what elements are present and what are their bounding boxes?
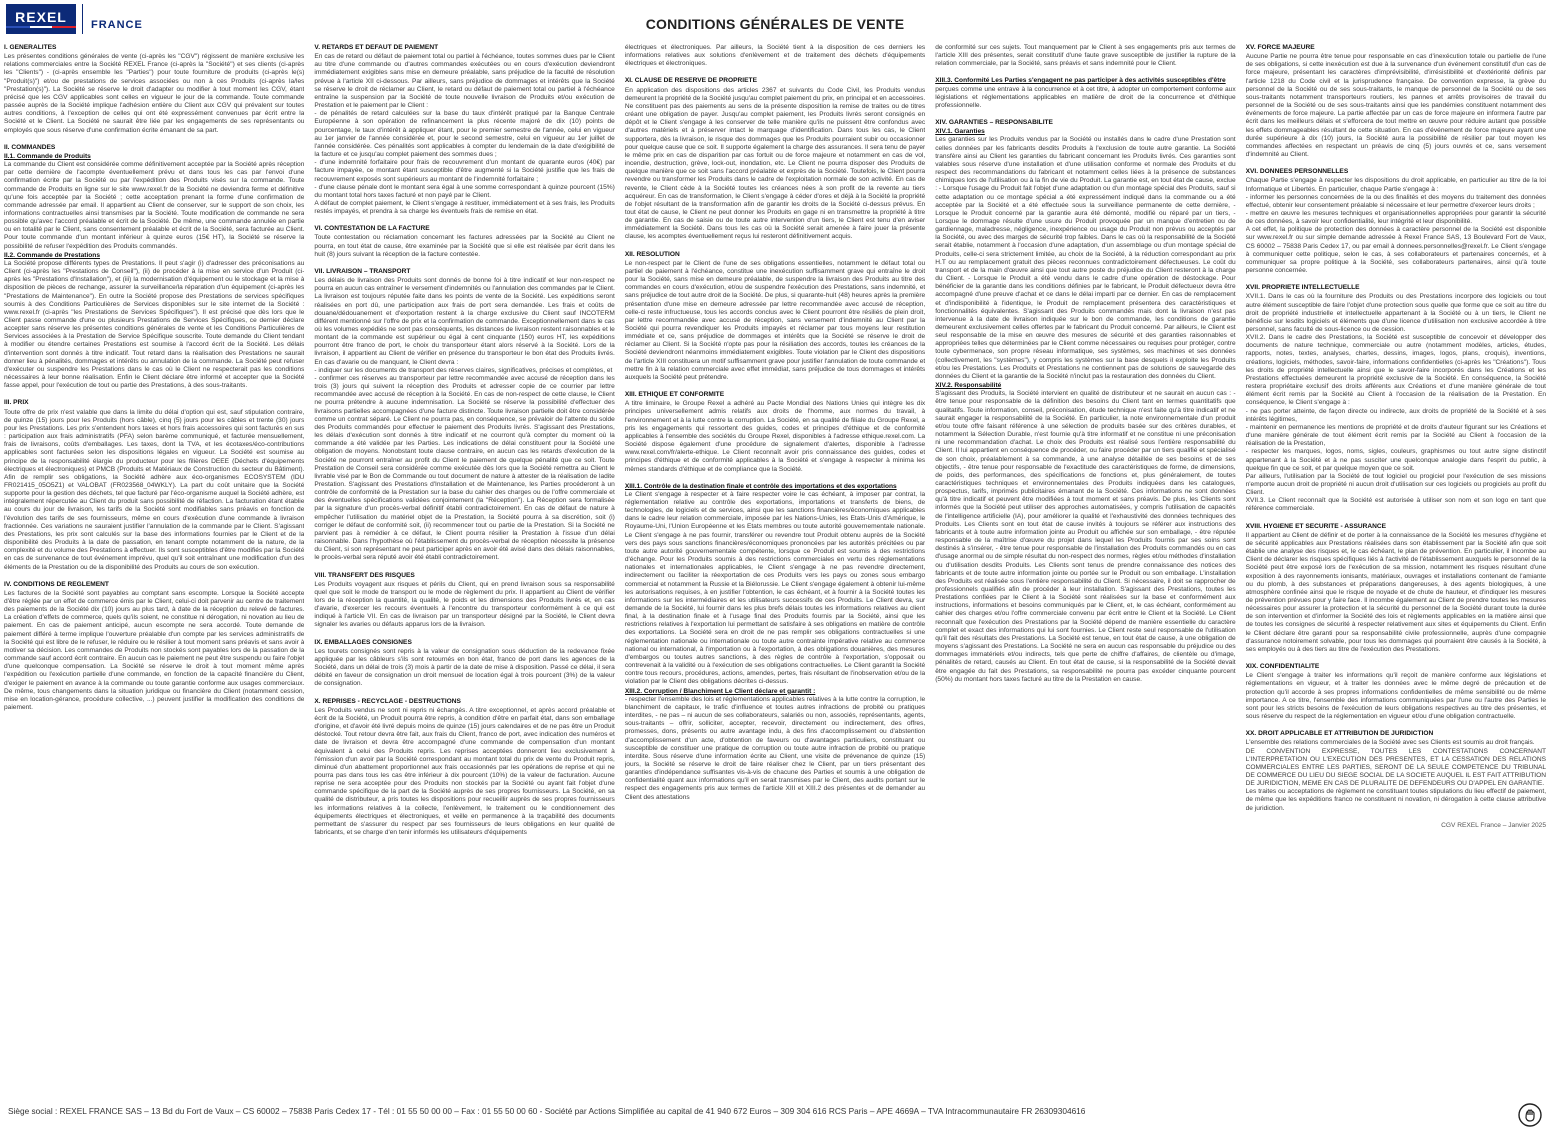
clause-heading: XVII. PROPRIETE INTELLECTUELLE	[1245, 284, 1360, 292]
clause-paragraph: Il appartient au Client de définir et de porter à la connaissance de la Société les mesures d'hygiène et de sécurité applicables aux Prestations réalisées dans son établissement par la Société afin que soit établie une analyse des risques et, le cas échéant, le plan de prévention. En particulier, il incombe au Client de déclarer les risques spécifiques liés à l'activité de l'établissement auxquels le personnel de la Société peut être exposé lors de l'exécution de sa mission, notamment les risques résultant d'une exposition à des rayonnements ionisants, matériaux, ouvrages et installations contenant de l'amiante ou du plomb, à des substances et préparations dangereuses, à des agents biologiques, à une atmosphère confinée ainsi que le risque de noyade et de chute de hauteur, et d'indiquer les mesures de prévention prévues pour y faire face. Il incombe également au Client de prendre toutes les mesures nécessaires pour assurer la protection et la sécurité du personnel de la Société durant toute la durée de son intervention et d'informer la Société des lois et règlements applicables en la matière ainsi que de toutes les consignes de sécurité à respecter relativement aux sites et équipements du Client. Enfin le Client déclare être garanti pour sa responsabilité civile professionnelle, auprès d'une compagnie d'assurance notoirement solvable, pour tous les dommages qui pourraient être causés à la Société, à ses employés ou à des tiers au titre de l'exécution des Prestations.	[1245, 531, 1547, 653]
subclause-paragraph: S'agissant des Produits, la Société intervient en qualité de distributeur et ne saurait en aucun cas : - être tenue pour responsable de la définition des besoins du Client tant en termes quantitatifs que qualitatifs. Toute information, conseil, préconisation, étude technique n'est faite qu'à titre indicatif et ne saurait engager la responsabilité de la Société. En particulier, la note environnementale d'un produit et/ou toute offre faisant référence à une sélection de produits basée sur des critères durables, et notamment la Sélection Durable, n'est fournie qu'à titre informatif et ne constitue ni une préconisation ni une recommandation d'achat. Le choix des Produits est réalisé sous l'entière responsabilité du Client. Il lui appartient en conséquence de procéder, ou faire procéder par un tiers qualifié et spécialisé de son choix, préalablement à sa commande, à une analyse détaillée de ses besoins et de ses objectifs, - être tenue pour responsable de l'exactitude des caractéristiques de forme, de dimensions, de poids, des performances, des spécifications de fonctions et, plus généralement, de toutes caractéristiques techniques et environnementales des Produits indiquées dans les catalogues, prospectus, tarifs, imprimés publicitaires émanant de la Société. Ces informations ne sont données qu'à titre indicatif et peuvent être modifiées à tout moment et sans préavis. De plus, les Clients sont informés que la Société peut utiliser des approches automatisées, y compris l'utilisation de capacités de l'intelligence artificielle (IA), pour améliorer la qualité et l'exhaustivité des données techniques des Produits. Les Clients sont en tout état de cause invités à toujours se référer aux instructions des fabricants et à toute autre information jointe au Produit ou affichée sur son emballage, - être réputée responsable de la maîtrise d'œuvre du projet dans lequel les Produits fournis par ses soins sont destinés à s'insérer, - être tenue pour responsable de l'installation des Produits commandés ou en cas d'usage anormal ou de simple résultat du non-respect des normes, règles et/ou méthodes d'installation ou d'utilisation desdits Produits. Les Clients sont tenus de prendre connaissance des notices des fabricants et de toute autre information jointe ou portée sur le Produit ou son emballage. L'installation des Produits est réalisée sous l'entière responsabilité du Client. Si nécessaire, il doit se rapprocher de professionnels qualifiés afin de procéder à leur installation. S'agissant des Prestations, toutes les Prestations confiées par le Client à la Société sont réalisées sur la base et conformément aux instructions, informations et besoins communiqués par le Client, et, le cas échéant, conformément au cahier des charges et/ou l'offre commerciale convenu par écrit entre le Client et la Société. Le Client reconnaît que l'exécution des Prestations par la Société dépend de manière essentielle du caractère complet et exact des informations qui lui sont fournies. Le Client reste seul responsable de l'utilisation qu'il fait des résultats des Prestations. La Société est tenue, en tout état de cause, à une obligation de moyens s'agissant des Prestations. La Société ne sera en aucun cas responsable du préjudice ou des dommages immatériels et/ou indirects, tels que perte de chiffre d'affaires, de clientèle ou d'image, pénalités de retard, causés au Client. En tout état de cause, si la responsabilité de la Société devait être engagée du fait des Prestations, sa responsabilité ne pourra pas excéder cinquante pourcent (50%) du montant hors taxes facturé au titre de la Prestation en cause.	[935, 390, 1236, 683]
subclause-heading: XIII.3. Conformité Les Parties s'engagent ne pas participer à des activités susceptibles d'être	[935, 77, 1226, 85]
clause-heading: XX. DROIT APPLICABLE ET ATTRIBUTION DE JURIDICTION	[1245, 730, 1434, 738]
clause-paragraph: Les traites ou acceptations de règlement ne constituant toutes stipulations du lieu effectif de paiement, de même que les expéditions franco ne constituent ni novation, ni dérogation à cette clause attributive de juridiction.	[1245, 788, 1547, 812]
clause-paragraph: électriques et électroniques. Par ailleurs, la Société tient à la disposition de ces derniers les informations relatives aux solutions d'enlèvement et de traitement des déchets d'équipements électriques et électroniques.	[624, 44, 926, 68]
clause-section	[935, 44, 1235, 68]
clause-heading: I. GENERALITES	[4, 44, 57, 51]
text-column-1	[4, 44, 304, 1086]
clause-section	[4, 581, 304, 713]
clause-heading: II. COMMANDES	[4, 143, 56, 151]
clause-paragraph: L'ensemble des relations commerciales de la Société avec ses Clients est soumis au droit français.	[1245, 739, 1535, 747]
subclause-paragraph: Le Client s'engage à respecter et à faire respecter voire le cas échéant, à imposer par contrat, la réglementation relative au contrôle des exportations, importations et transferts de biens, de technologies, de logiciels et de services, ainsi que les sanctions financières/économiques applicables dans le cadre leur relation commerciale, imposée par les Nations-Unies, les Etats-Unis d'Amérique, le Royaume-Uni, l'Union Européenne et les Etats membres ou toute autorité gouvernementale nationale. Le Client s'engage à ne pas fournir, transférer ou revendre tout Produit obtenu auprès de la Société vers des pays sous sanctions financières/économiques prononcées par les autorités précitées ou par toute autre autorité gouvernementale compétente, lorsque ce Produit est soumis à des restrictions d'échange. Pour les Produits soumis à des restrictions commerciales en vertu des réglementations nationales et internationales applicables, le Client s'engage à ne pas revendre directement, indirectement ou faciliter la réexportation de ces Produits vers les pays ou zones sous embargo commercial et notamment la Russie et la Biélorussie. Le Client s'engage également à obtenir lui-même les autorisations requises, à en justifier l'obtention, le cas échéant, et à fournir à la Société toutes les informations sur les intermédiaires et les utilisateurs successifs de ces Produits. Le Client devra, sur demande de la Société, lui fournir dans les plus brefs délais toutes les informations relatives au client final, à la destination finale et à l'usage final des Produits fournis par la Société, ainsi que les restrictions relatives à l'exportation lui permettant de satisfaire à ses obligations en matière de contrôle des exportations. La Société sera en droit de ne pas remplir ses obligations contractuelles si une réglementation nationale ou internationale ou toute autre contrainte impérative relative au commerce national ou international, à l'importation ou à l'exportation, à des obligations douanières, des mesures d'embargos ou toutes autres sanctions, à des règles de contrôle à l'exportation, s'opposait ou contrevenait à la validité ou à l'exécution de ses obligations contractuelles. Le Client garantit la Société contre tous recours, procédures, actions, amendes, pertes, frais résultant de l'inobservation et/ou de la violation par le Client des obligations décrites ci-dessus.	[624, 490, 926, 686]
clause-section	[1246, 168, 1546, 275]
clause-paragraph: DE CONVENTION EXPRESSE, TOUTES LES CONTESTATIONS CONCERNANT L'INTERPRETATION OU L'EXECUTION DES PRESENTES, ET LA CESSATION DES RELATIONS COMMERCIALES ENTRE LES PARTIES, SERONT DE LA SEULE COMPETENCE DU TRIBUNAL DE COMMERCE DU LIEU DU SIEGE SOCIAL DE LA SOCIETE AUQUEL IL EST FAIT ATTRIBUTION DE JURIDICTION, MEME EN CAS DE PLURALITE DE DEFENDEURS OU D'APPEL EN GARANTIE.	[1245, 747, 1547, 788]
subclause-heading: XIV.1. Garanties	[935, 128, 985, 136]
clause-heading: VIII. TRANSFERT DES RISQUES	[314, 571, 415, 579]
clause-paragraph: XVII.1. Dans le cas où la fourniture des Produits ou des Prestations incorpore des logiciels ou tout autre élément susceptible de faire l'objet d'une protection sous quelle que forme que ce soit au titre du droit de propriété industrielle et intellectuelle appartenant à la Société ou à un tiers, le Client ne bénéficie sur lesdits logiciels et éléments que d'une licence d'utilisation non exclusive accordée à titre personnel, sans faculté de sous-licence ou de cession.	[1245, 293, 1547, 333]
logo-country: FRANCE	[82, 4, 143, 34]
subclause-heading: XIII.1. Contrôle de la destination finale et contrôle des importations et des exportations	[624, 482, 897, 490]
clause-heading: V. RETARDS ET DEFAUT DE PAIEMENT	[314, 44, 439, 51]
clause-heading: XVIII. HYGIENE ET SECURITE - ASSURANCE	[1245, 522, 1387, 530]
clause-heading: XII. RESOLUTION	[624, 250, 680, 258]
clause-section	[1246, 284, 1546, 513]
clause-heading: VII. LIVRAISON – TRANSPORT	[314, 267, 411, 275]
subclause-paragraph: perçues comme une entrave à la concurrence et à cet titre, à adopter un comportement conforme aux législations et réglementations applicables en matière de droit de la concurrence et d'éthique professionnelle.	[935, 85, 1236, 109]
clause-section	[1246, 44, 1546, 159]
clause-paragraph: - confirmer ces réserves au transporteur par lettre recommandée avec accusé de réception dans les trois (3) jours qui suivent la réception des Produits et adresser copie de ce courrier par lettre recommandée avec accusé de réception à la Société. En cas de non-respect de cette clause, le Client ne pourra prétendre à aucune indemnisation. La Société se réserve la possibilité d'effectuer des livraisons partielles accompagnées d'une facture distincte. Toute livraison partielle doit être considérée comme un contrat séparé. Le Client ne pourra pas, en conséquence, se prévaloir de l'attente du solde des Produits commandés pour effectuer le paiement des Produits livrés. S'agissant des Prestations, les délais d'exécution sont donnés à titre indicatif et ne courront qu'à compter du moment où la commande a été validée par les Parties. Les indications de délai constituent pour la Société une obligation de moyens. Nonobstant toute clause contraire, en aucun cas les retards d'exécution de la Société ne pourront entraîner au profit du Client le paiement de quelque pénalité que ce soit. Toute Prestation de Conseil sera considérée comme exécutée dès lors que la Société remettra au Client le livrable visé par le Bon de Commande ou tout document de nature à attester de la réalisation de ladite Prestation. S'agissant des Prestations d'Installation et de Maintenance, les Parties procéderont à un contrôle de conformité de la Prestation sur la base du cahier des charges ou de l'offre commerciale et des éventuelles spécifications validées conjointement (la "Réception"). La Réception sera formalisée par la signature d'un procès-verbal définitif établi contradictoirement. En cas de défaut de nature à empêcher l'utilisation du matériel objet de la Prestation, la Société pourra à sa discrétion, soit (i) corriger le défaut de conformité soit, (ii) recommencer tout ou partie de la Prestation. Si la Société ne parvient pas à remédier à ce défaut, le Client pourra résilier la Prestation à l'issue d'un délai raisonnable. Dans l'hypothèse où l'établissement du procès-verbal de réception nécessite la présence du Client, si son représentant ne peut participer après en avoir été avisé dans des délais raisonnables, le procès-verbal sera réputé avoir été établi contradictoirement.	[314, 374, 615, 562]
clause-paragraph: - maintenir en permanence les mentions de propriété et de droits d'auteur figurant sur les Créations et d'une manière générale de tout élément écrit remis par la Société au Client à l'occasion de la réalisation de la Prestation,	[1245, 423, 1547, 448]
text-column-5	[1246, 44, 1546, 1086]
clause-section	[1246, 523, 1546, 655]
clause-paragraph: Toute offre de prix n'est valable que dans la limite du délai d'option qui est, sauf stipulation contraire, de quinze (15) jours pour les Produits (hors câble), cinq (5) jours pour les câbles et trente (30) jours pour les Prestations. Les prix s'entendent hors taxes et hors frais accessoires qui sont facturés en sus : participation aux frais administratifs (PFA) selon barème communiqué, et facturée mensuellement, frais de livraisons, coûts d'emballages. Les taxes, dont la TVA, et les écotaxes/éco-contributions applicables sont facturées selon les dispositions légales en vigueur. La Société est soumise au principe de la responsabilité élargie du producteur pour les filières DEEE (Déchets d'équipements électriques et électroniques) et PMCB (Produits et Matériaux de Construction du secteur du Bâtiment). Afin de remplir ses obligations, la Société adhère aux éco-organismes ECOSYSTEM (IDU FR021415_05O5Z1) et VALOBAT (FR023568_04WKLY). La part du coût unitaire que la Société supporte pour la gestion des déchets, tel que facturé par l'éco-organisme auquel la Société adhère, est intégralement répercutée au Client du produit sans possibilité de réfaction. La facturation étant établie au cours du jour de livraison, les tarifs de la Société sont modifiables sans préavis en fonction de l'évolution des tarifs de ses fournisseurs, même en cours d'exécution d'une commande à livraison fractionnée. Ces variations ne sauraient justifier l'annulation de la commande par le Client. S'agissant des Prestations, les prix sont calculés sur la base des informations fournies par le Client et de la disponibilité des Produits à la date de passation, en tenant compte notamment de la nature, de la complexité et du volume des Prestations à effectuer. Ils sont susceptibles d'être modifiés par la Société en cas de survenance de tout événement imprévu, quel qu'il soit entraînant une modification d'un des éléments de la Prestation ou de la disponibilité des Produits au cours de son exécution.	[4, 408, 305, 571]
clause-paragraph: Les factures de la Société sont payables au comptant sans escompte. Lorsque la Société accepte d'être réglée par un effet de commerce émis par le Client, celui-ci doit parvenir au centre de traitement des paiements de la Société dix (10) jours au plus tard, à date de la réception du relevé de factures. La création d'effets de commerce, quels qu'ils soient, ne constitue ni dérogation, ni novation au lieu de paiement. En cas de paiement anticipé, aucun escompte ne sera accordé. Toute demande de paiement différé à terme implique l'ouverture préalable d'un compte par les services administratifs de la Société qui est libre de le refuser, le réduire ou le résilier à tout moment sans préavis et sans avoir à motiver sa décision. Les commandes de Produits non stockés sont payables lors de la passation de la commande sauf accord écrit contraire. En aucun cas le paiement ne peut être suspendu ou faire l'objet d'une quelconque compensation. La Société se réserve le droit à tout moment même après l'expédition ou l'exécution partielle d'une commande, en fonction de la capacité financière du Client, d'exiger le paiement en avance à la commande ou toute garantie conforme aux usages commerciaux. De même, tous changements dans la situation juridique ou financière du Client (notamment cession, mise en location-gérance, procédure collective, ...) peuvent justifier la modification des conditions de paiement.	[4, 589, 305, 712]
clause-section	[314, 225, 614, 259]
clause-section	[935, 77, 1235, 110]
clause-paragraph: A défaut de complet paiement, le Client s'engage à restituer, immédiatement et à ses frais, les Produits restés impayés, et prendra à sa charge les éventuels frais de remise en état.	[314, 199, 615, 216]
clause-section	[625, 251, 925, 383]
clause-section	[314, 639, 614, 689]
clause-paragraph: Le non-respect par le Client de l'une de ses obligations essentielles, notamment le défaut total ou partiel de paiement à l'échéance, constitue une inexécution suffisamment grave qui entraîne le droit pour la Société, sans mise en demeure préalable, de suspendre la livraison des Produits au titre des commandes en cours d'exécution, et/ou de suspendre l'exécution des Prestations, sans indemnité, et sans préjudice de tout autre droit de la Société. De plus, si quarante-huit (48) heures après la première présentation d'une mise en demeure adressée par lettre recommandée avec accusé de réception, celle-ci reste infructueuse, tous les accords conclus avec le Client pourront être résiliés de plein droit, par lettre recommandée avec accusé de réception, sans versement d'indemnité au Client par la Société qui pourra revendiquer les Produits impayés et réclamer par tous moyens leur restitution immédiate et ce, sans préjudice de dommages et intérêts que la Société se réserve le droit de réclamer au Client. Si la Société n'opte pas pour la résiliation des accords, toutes les créances de la Société deviendront néanmoins immédiatement exigibles. Toute violation par le Client des dispositions de l'article XIII constituera un motif suffisamment grave pour justifier l'annulation de toute commande et mettre fin à la relation commerciale avec effet immédiat, sans préjudice de tous dommages et intérêts auxquels la Société peut prétendre.	[624, 259, 926, 381]
clause-paragraph: En application des dispositions des articles 2367 et suivants du Code Civil, les Produits vendus demeurent la propriété de la Société jusqu'au complet paiement du prix, en principal et en accessoires. Ne constituent pas des paiements au sens de la présente disposition la remise de traites ou de titres créant une obligation de payer. Jusqu'au complet paiement, les Produits livrés seront consignés en dépôt et le Client s'engage à les conserver de telle manière qu'ils ne puissent être confondus avec d'autres matériels et à préserver intact le marquage d'identification. Dans tous les cas, le Client supportera, dès la livraison, le risque des dommages que les Produits pourraient subir ou occasionner pour quelque cause que ce soit. Il supporte également la charge des assurances. Il sera tenu de payer le même prix en cas de disparition par cas fortuit ou de force majeure et notamment en cas de vol, incendie, destruction, grève, lock-out, inondation, etc. Le Client ne pourra disposer des Produits de quelque manière que ce soit sans l'accord préalable et exprès de la Société. Toutefois, le Client pourra revendre ou transformer les Produits dans le cadre de l'exploitation normale de son activité. En cas de revente, le Client cède à la Société toutes les créances nées à son profit de la revente au tiers acquéreur. En cas de transformation, le Client s'engage à céder d'ores et déjà à la Société la propriété de l'objet résultant de la transformation afin de garantir les droits de la Société ci-dessus prévus. En tout état de cause, le Client ne peut donner les Produits en gage ni en transmettre la propriété à titre de garantie. En cas de saisie ou de toute autre intervention d'un tiers, le Client est tenu d'en aviser immédiatement la Société. Dans tous les cas où la Société serait amenée à faire jouer la présente clause, les acomptes éventuellement reçus lui resteront définitivement acquis.	[624, 86, 926, 241]
clause-paragraph: A cet effet, la politique de protection des données à caractère personnel de la Société est disponible sur www.rexel.fr ou sur simple demande adressée à Rexel France SAS, 13 Boulevard Fort de Vaux, CS 60002 – 75838 Paris Cedex 17, ou par email à donnees.personnelles@rexel.fr. Le Client s'engage à communiquer cette politique, selon le cas, à ses collaborateurs et partenaires concernés, et à communiquer sa propre politique à la Société, ses collaborateurs partenaires, ainsi qu'à toute personne concernée.	[1245, 226, 1547, 275]
clause-heading: XVI. DONNEES PERSONNELLES	[1245, 168, 1349, 176]
subclause-heading: XIV.2. Responsabilité	[935, 382, 1002, 390]
clause-heading: XIV. GARANTIES – RESPONSABILITE	[935, 119, 1053, 127]
clause-paragraph: - ne pas porter atteinte, de façon directe ou indirecte, aux droits de propriété de la Société et à ses intérêts légitimes,	[1245, 407, 1547, 423]
subclause-heading: II.2. Commande de Prestations	[4, 251, 101, 259]
subclause-paragraph: La Société propose différents types de Prestations. Il peut s'agir (i) d'adresser des préconisations au Client (ci-après les "Prestations de Conseil"), (ii) de procéder à la mise en service d'un Produit (ci-après les "Prestations d'Installation"), et (iii) la modernisation d'équipement ou le stockage et la mise à disposition de pièces de rechange, assurer la surveillance/la réparation d'un équipement (ci-après les "Prestations de Maintenance"). En outre la Société propose des Prestations de services spécifiques soumis à des Conditions Particulières de Services disponibles sur le site internet de la Société : www.rexel.fr (ci-après "les Prestations de Services Spécifiques"). Il est précisé que dès lors que le Client passe commande d'une ou plusieurs Prestations de Services Spécifiques, ce dernier déclare accepter sans réserve les présentes conditions générales de vente et les Conditions Particulières de Services associées à la Prestation de Service Spécifique souscrite. Toute demande du Client tendant à modifier ou étendre certaines Prestations est soumise à l'accord écrit de la Société. Les délais d'intervention sont donnés à titre indicatif. Tout retard dans la réalisation des Prestations ne saurait donner lieu à pénalités, dommages et intérêts ou annulation de la commande. La Société peut refuser d'exécuter ou suspendre les Prestations dans le cas où le Client ne respecterait pas les conditions nécessaires à leur bonne réalisation. Enfin le Client déclare être informé et accepter que la Société fasse appel, pour l'exécution de tout ou partie des Prestations, à des sous-traitants.	[4, 259, 305, 390]
clause-paragraph: A titre liminaire, le Groupe Rexel a adhéré au Pacte Mondial des Nations Unies qui intègre les dix principes universellement admis relatifs aux droits de l'homme, aux normes du travail, à l'environnement et à la lutte contre la corruption. La Société, en sa qualité de filiale du Groupe Rexel, a pris les engagements qui ressortent des guides, codes et principes d'éthique et de conformité applicables à l'ensemble des sociétés du Groupe Rexel, disponibles à l'adresse ethique.rexel.com. La Société dispose également d'une procédure de signalement d'alertes, disponible à l'adresse www.rexel.com/fr/alerte-ethique. Le Client reconnaît avoir pris connaissance des guides, codes et principes d'éthique et de conformité applicables à la Société et s'engage à respecter à minima les mêmes standards d'éthique et de compliance que la Société.	[624, 400, 926, 473]
clause-heading: IV. CONDITIONS DE REGLEMENT	[4, 580, 109, 588]
clause-section	[935, 119, 1235, 684]
clause-section	[314, 572, 614, 630]
clause-paragraph: - de pénalités de retard calculées sur la base du taux d'intérêt pratiqué par la Banque Centrale Européenne à son opération de refinancement la plus récente majoré de dix (10) points de pourcentage, le taux d'intérêt à appliquer étant, pour le premier semestre de l'année, celui en vigueur au 1er janvier de l'année considérée et, pour le second semestre, celui en vigueur au 1er juillet de l'année considérée. Ces pénalités sont applicables à compter du lendemain de la date d'exigibilité de la facture et ce jusqu'au complet paiement des sommes dues ;	[314, 110, 615, 159]
subclause-heading: XIII.2. Corruption / Blanchiment Le Client déclare et garantit :	[624, 687, 816, 695]
clause-section	[625, 77, 925, 241]
subclause-paragraph: - respecter l'ensemble des lois et réglementations applicables relatives à la lutte contre la corruption, le blanchiment de capitaux, le trafic d'influence et toutes autres infractions de probité ou pratiques interdites, - ne pas – ni aucun de ses collaborateurs, salariés ou non, associés, représentants, agents, sous-traitants – offrir, solliciter, accepter, recevoir, directement ou indirectement, des offres, promesses, dons, présents ou autre avantage indu, à des fins d'accomplissement ou d'abstention d'accomplissement d'un acte, d'obtention de faveurs ou d'avantages particuliers, constituant ou susceptible de constituer une pratique de corruption ou toute autre infraction de probité ou pratique interdite. Sous réserve d'une information écrite au Client, une visite de prévenance de quinze (15) jours, la Société se réserve le droit de faire réaliser chez le Client, par un tiers présentant des garanties d'indépendance suffisantes vis-à-vis de chacune des Parties et soumis à une obligation de confidentialité quant aux informations qu'il en serait transmises par le Client, des audits portant sur le respect des engagements pris aux termes de l'article XIII et XIII.2 des présentes et de demander au Client des attestations	[624, 695, 926, 801]
clause-heading: XV. FORCE MAJEURE	[1245, 44, 1315, 51]
terms-columns	[4, 44, 1546, 1086]
clause-section	[4, 399, 304, 571]
subclause-paragraph: Les garanties sur les Produits vendus par la Société ou installés dans le cadre d'une Prestation sont celles données par les fabricants desdits Produits à l'exclusion de toute autre garantie. La Société transfère ainsi au Client les garanties du fabricant concernant les Produits livrés. Ces garanties sont valables sous réserve d'une installation et d'une utilisation conforme et normale des Produits et du respect des recommandations du fabricant et notamment celles liées à la présence de substances chimiques lors de l'utilisation ou à la fin de vie du Produit. La garantie est, en tout état de cause, exclue : - Lorsque l'usage du Produit fait l'objet d'une adaptation ou d'un montage spécial des Produits, sauf si cette adaptation ou ce montage spécial a été expressément indiqué dans la commande ou a été acceptée par la Société et a été effectuée sous la surveillance permanente de cette dernière, - Lorsque le Produit concerné par la garantie aura été démonté, modifié ou réparé par un tiers, - Lorsque le dommage résulte d'une usure du Produit provoquée par un manque d'entretien ou de gardiennage, maladresse, négligence, inexpérience ou usage du Produit non prévus ou acceptés par la Société, ou avec des marges de sécurité trop faibles. Dans le cas où la responsabilité de la Société serait établie, notamment à l'occasion d'une adaptation, d'un assemblage ou d'un montage spécial de Produits, celle-ci sera strictement limitée, au choix de la Société, à la réduction correspondant au prix H.T ou au remplacement gratuit des pièces reconnues contradictoirement défectueuses. Le coût du transport et de la main d'œuvre ainsi que tout autre poste du préjudice du Client resteront à la charge du Client. - Lorsque le Produit a été vendu dans le cadre d'une opération de déstockage. Pour bénéficier de la garantie dans les conditions définies par le fabricant, le Produit défectueux devra être accompagné d'une preuve d'achat et ce dans le délai imparti par ce dernier. En cas de remplacement et d'indisponibilité à l'identique, le Produit de remplacement présentera des caractéristiques et fonctionnalités équivalentes. S'agissant des Produits commandés mais dont la livraison n'est pas intervenue à la date de livraison indiquée sur le bon de commande, les conditions de garantie demeurent exclusivement celles offertes par le fabricant du Produit concerné. Par ailleurs, le Client est seul responsable de la mise en œuvre des mesures de sécurité et des garanties raisonnables et appropriées telles que déterminées par le Client comme nécessaires ou requises pour protéger, contre toute cybermenace, son propre réseau informatique, ses systèmes, ses machines et ses données (collectivement, les "systèmes"), y compris les systèmes sur la base desquels il exploite les Produits et/ou les Prestations. Les Produits et Prestations ne contiennent pas de solutions de sauvegarde des données du Client et la garantie de la Société n'inclut pas la restauration des données du Client.	[935, 136, 1236, 380]
clause-paragraph: - informer les personnes concernées de la ou des finalités et des moyens du traitement des données effectué, obtenir leur consentement préalable si nécessaire et leur permettre d'exercer leurs droits ;	[1245, 193, 1547, 209]
clause-heading: X. REPRISES - RECYCLAGE - DESTRUCTIONS	[314, 697, 461, 705]
text-column-3	[625, 44, 925, 1086]
clause-paragraph: - d'une indemnité forfaitaire pour frais de recouvrement d'un montant de quarante euros (40€) par facture impayée, ce montant étant susceptible d'être augmenté si la Société justifie que les frais de recouvrement exposés sont supérieurs au montant de l'indemnité forfaitaire ;	[314, 159, 615, 183]
clause-heading: XIX. CONFIDENTIALITE	[1245, 663, 1320, 671]
clause-section	[625, 391, 925, 474]
clause-paragraph: Les Produits vendus ne sont ni repris ni échangés. A titre exceptionnel, et après accord préalable et écrit de la Société, un Produit pourra être repris, à condition d'être en parfait état, dans son emballage d'origine, et d'avoir été livré depuis moins de quinze (15) jours calendaires et de ne pas être un Produit déstocké. Tout retour devra être fait, aux frais du Client, franco de port, avec indication des numéros et date de livraison et devra être accompagné d'une commande de compensation d'un montant équivalent à celui des Produits repris. Les reprises acceptées donneront lieu exclusivement à l'émission d'un avoir par la Société correspondant au montant total du prix de vente du Produit repris, diminué d'un abattement proportionnel aux frais occasionnés par les opérations de reprise et qui ne pourra pas dans tous les cas être inférieur à dix pourcent (10%) de la valeur de facturation. Aucune reprise ne sera acceptée pour des Produits non stockés par la Société ou ayant fait l'objet d'une commande spécifique de la part de la Société auprès de ses propres fournisseurs. La Société, en sa qualité de distributeur, a pris toutes les dispositions pour recueillir auprès de ses propres fournisseurs les informations relatives à la collecte, l'enlèvement, le traitement ou le conditionnement des équipements électriques et électroniques, et veille en permanence à la traçabilité des documents permettant de s'assurer du respect par ses fournisseurs de leurs obligations en leur qualité de fabricants, et se charge d'en tenir informés les utilisateurs d'équipements	[314, 706, 615, 837]
clause-paragraph: Les tourets consignés sont repris à la valeur de consignation sous déduction de la redevance fixée appliquée par les câbleurs s'ils sont retournés en bon état, franco de port dans les agences de la Société, dans un délai de trois (3) mois à partir de la date de mise à disposition. Passé ce délai, il sera débité en faveur de consignation un droit mensuel de location égal à trois pourcent (3%) de la valeur de consignation.	[314, 647, 615, 688]
clause-paragraph: XVII.2. Dans le cadre des Prestations, la Société est susceptible de concevoir et développer des documents de nature technique, commerciale ou autre (notamment modèles, articles, études, rapports, notes, textes, analyses, chartes, dessins, images, logos, plans, croquis), inventions, créations, logiciels, méthodes, savoir-faire, informations confidentielles (ci-après les "Créations"). Tous les droits de propriété intellectuelle ainsi que le savoir-faire incorporés dans les Créations et les Prestations effectuées demeurent la propriété exclusive de la Société. En conséquence, la Société restera propriétaire exclusif des droits afférents aux Créations et d'une manière générale de tout élément écrit remis par la Société au Client à l'occasion de la réalisation de la Prestation. En conséquence, le Client s'engage à :	[1245, 334, 1547, 407]
clause-section	[314, 268, 614, 563]
clause-section	[625, 44, 925, 68]
text-column-4	[935, 44, 1235, 1086]
subclause-paragraph: La commande du Client est considérée comme définitivement acceptée par la Société après réception par cette dernière de l'acompte éventuellement prévu et dans tous les cas par l'envoi d'une confirmation écrite par la Société ou par l'expédition des Produits visés sur la commande. Toute commande de Produits en ligne sur le site www.rexel.fr de la Société ne deviendra ferme et définitive qu'une fois acceptée par la Société ; cette acceptation prenant la forme d'une confirmation de commande adressée par email. Il appartient au Client de conserver, sur le support de son choix, les informations contractuelles ainsi transmises par la Société. Toute modification de commande ne sera possible qu'avec l'accord préalable et écrit de la Société. De même, une commande annulée en partie ou en totalité par le Client, sans consentement préalable et écrit de la Société, sera facturée au Client. Pour toute commande d'un montant inférieur à quinze euros (15€ HT), la Société se réserve la possibilité de refuser l'expédition des Produits commandés.	[4, 161, 305, 250]
clause-paragraph: Les présentes conditions générales de vente (ci-après les "CGV") régissent de manière exclusive les relations commerciales entre la Société REXEL France (ci-après la "Société") et ses clients (ci-après les "Clients") - (ci-après ensemble les "Parties") pour toute fourniture de produits (ci-après le(s) "Produit(s)") et/ou de prestations de services associées ou non à ces Produits (ci-après la/les "Prestation(s)"). La Société se réserve le droit d'adapter ou modifier à tout moment les CGV, étant précisé que les CGV applicables sont celles en vigueur le jour de la commande. Toute commande passée auprès de la Société implique l'adhésion entière du Client aux CGV qui prévalent sur toutes autres conditions, à l'exception de celles qui ont été expressément convenues par écrit entre la Société et le Client. La Société ne saurait être liée par les engagements de ses représentants ou employés que sous réserve d'une confirmation écrite émanant de sa part.	[4, 53, 305, 134]
clause-paragraph: En cas de retard ou défaut de paiement total ou partiel à l'échéance, toutes sommes dues par le Client au titre d'une commande ou d'autres commandes exécutées ou en cours d'exécution deviendront immédiatement exigibles sans mise en demeure préalable, sans préjudice de la faculté de résolution prévue à l'article XII ci-dessous. Par ailleurs, sans préjudice de dommages et intérêts que la Société se réserve le droit de réclamer au Client, le retard ou défaut de paiement total ou partiel à l'échéance entraîne la suspension par la Société de toute nouvelle livraison de Produits et/ou exécution de Prestation et le paiement par le Client :	[314, 53, 615, 110]
clause-paragraph: Le Client s'engage à traiter les informations qu'il reçoit de manière conforme aux législations et réglementations en vigueur, et à traiter les données avec le même degré de précaution et de protection qu'il accorde à ses propres informations confidentielles de même sensibilité ou de même importance. A ce titre, l'ensemble des informations communiquées par l'une ou l'autre des Parties le sont pour les stricts besoins de l'exécution de leurs obligations respectives au titre des présentes, et sous réserve du respect de la réglementation en vigueur et/ou d'une obligation contractuelle.	[1245, 672, 1547, 721]
clause-heading: IX. EMBALLAGES CONSIGNES	[314, 638, 412, 646]
clause-heading: VI. CONTESTATION DE LA FACTURE	[314, 225, 430, 233]
clause-section	[4, 144, 304, 391]
clause-paragraph: Les délais de livraison des Produits sont donnés de bonne foi à titre indicatif et leur non-respect ne pourra en aucun cas entraîner le versement d'indemnités ou l'annulation des commandes par le Client. La livraison est toujours réputée faite dans les points de vente de la Société. Les expéditions seront réalisées en port dû, une participation aux frais de port sera demandée. Les frais et coûts de douane/dédouanement et d'exportation restent à la charge exclusive du Client sauf INCOTERM différent mentionné sur l'offre de prix et la confirmation de commande. Exceptionnellement dans le cas où les volumes expédiés ne sont pas conséquents, les distances de livraison restent raisonnables et le montant de la commande est supérieur ou égal à cent cinquante (150) euros HT, les expéditions pourront être franco de port, le choix du transporteur étant alors réservé à la Société. Lors de la livraison, il appartient au Client de vérifier en présence du transporteur le bon état des Produits livrés. En cas d'avarie ou de manquant, le Client devra :	[314, 277, 615, 366]
clause-paragraph: Les Produits voyagent aux risques et périls du Client, qui en prend livraison sous sa responsabilité quel que soit le mode de transport ou le mode de règlement du prix. Il appartient au Client de vérifier lors de la réception la quantité, la qualité, le poids et les dimensions des Produits livrés et, en cas d'avarie, d'exercer les recours éventuels à l'encontre du transporteur conformément à ce qui est indiqué à l'article VII. En cas de livraison par un transporteur désigné par la Société, le Client devra signaler les avaries ou défauts apparus lors de la livraison.	[314, 580, 615, 629]
clause-section	[1246, 663, 1546, 721]
clause-section	[1246, 730, 1546, 813]
version-stamp: CGV REXEL France – Janvier 2025	[1441, 821, 1547, 829]
clause-paragraph: de conformité sur ces sujets. Tout manquement par le Client à ses engagements pris aux termes de l'article XIII des présentes, serait constitutif d'une faute grave susceptible de justifier la rupture de la relation commerciale, par la Société, sans préavis et sans indemnité pour le Client.	[935, 44, 1236, 68]
clause-paragraph: Aucune Partie ne pourra être tenue pour responsable en cas d'inexécution totale ou partielle de l'une de ses obligations, si cette inexécution est due à la survenance d'un événement constitutif d'un cas de force majeure, présentant les caractères d'imprévisibilité, d'irrésistibilité et d'extériorité définis par l'article 1218 du Code civil et la jurisprudence française. De convention expresse, la grève du personnel de la Société ou de ses sous-traitants, le manque de personnel de la Société ou de ses sous-traitants notamment transporteurs routiers, les pannes et arrêts provisoires de travail du personnel de la Société ou de ses sous-traitants ainsi que les pandémies constituent notamment des événements de force majeure. La partie affectée par un cas de force majeure en informera l'autre par écrit dans les meilleurs délais et s'efforcera de tout mettre en œuvre pour réduire autant que possible les effets dommageables résultant de cette situation. En cas d'événement de force majeure ayant une durée supérieure à dix (10) jours, la Société aura la possibilité de résilier par tout moyen les commandes affectées en respectant un préavis de cinq (5) jours ouvrés et ce, sans versement d'indemnité au Client.	[1245, 53, 1547, 159]
clause-paragraph: - indiquer sur les documents de transport des réserves claires, significatives, précises et complètes, et	[314, 366, 613, 374]
clause-paragraph: Par ailleurs, l'utilisation par la Société de tout logiciel ou progiciel pour l'exécution de ses missions n'emporte aucun droit de propriété ni aucun droit d'utilisation sur ces logiciels ou progiciels au profit du Client.	[1245, 472, 1547, 497]
document-title: CONDITIONS GÉNÉRALES DE VENTE	[645, 16, 905, 32]
clause-section	[625, 483, 925, 802]
clause-section	[314, 44, 614, 216]
clause-paragraph: - respecter les marques, logos, noms, sigles, couleurs, graphismes ou tout autre signe distinctif appartenant à la Société et à ne pas susciter une quelconque analogie dans l'esprit du public, à quelque fin que ce soit, et par quelque moyen que ce soit.	[1245, 448, 1547, 472]
clause-paragraph: XVII.3. Le Client reconnaît que la Société est autorisée à utiliser son nom et son logo en tant que référence commerciale.	[1245, 497, 1547, 513]
clause-paragraph: Chaque Partie s'engage à respecter les dispositions du droit applicable, en particulier au titre de la loi Informatique et Libertés. En particulier, chaque Partie s'engage à :	[1245, 177, 1547, 193]
clause-paragraph: - mettre en œuvre les mesures techniques et organisationnelles appropriées pour garantir la sécurité de ces données, à savoir leur confidentialité, leur intégrité et leur disponibilité.	[1245, 209, 1547, 226]
text-column-2	[314, 44, 614, 1086]
clause-heading: XIII. ETHIQUE ET CONFORMITE	[624, 391, 725, 399]
clause-section	[314, 698, 614, 838]
legal-footer: Siège social : REXEL FRANCE SAS – 13 Bd du Fort de Vaux – CS 60002 – 75838 Paris Cedex 17 - Tél : 01 55 50 00 00 – Fax : 01 55 50 00 60 - Société par Actions Simplifiée au capital de 41 940 672 Euros – 309 304 616 RCS Paris – APE 4669A – TVA Intracommunautaire FR 26309304616	[8, 1106, 1086, 1116]
logo-wordmark: REXEL	[15, 9, 67, 25]
clause-heading: XI. CLAUSE DE RESERVE DE PROPRIETE	[624, 77, 757, 85]
clause-section	[4, 44, 304, 135]
clause-paragraph: Toute contestation ou réclamation concernant les factures adressées par la Société au Client ne pourra, en tout état de cause, être examinée par la Société que si elle est réalisée par écrit dans les huit (8) jours suivant la réception de la facture contestée.	[314, 234, 615, 258]
accessibility-hand-icon	[1518, 1103, 1542, 1127]
subclause-heading: II.1. Commande de Produits	[4, 152, 91, 160]
clause-paragraph: - d'une clause pénale dont le montant sera égal à une somme correspondant à quinze pourcent (15%) du montant total hors taxes facturé et non payé par le Client.	[314, 183, 615, 199]
clause-heading: III. PRIX	[4, 399, 29, 407]
